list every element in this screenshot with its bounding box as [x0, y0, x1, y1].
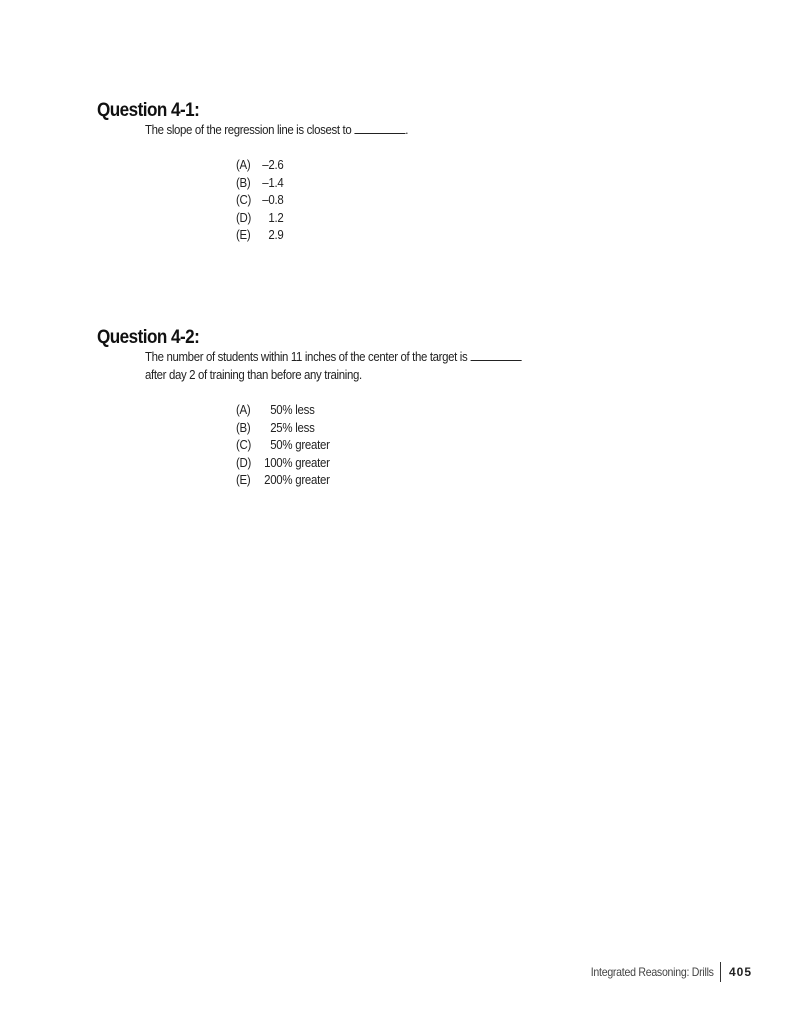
page-number: 405 [728, 965, 752, 979]
option-b: (B) –1.4 [236, 174, 284, 190]
question-4-1-heading: Question 4-1: [97, 100, 200, 121]
prompt-text-end: . [405, 122, 409, 137]
option-d: (D) 1.2 [236, 209, 284, 225]
question-4-1-options [236, 156, 284, 244]
question-4-2-options [236, 401, 330, 489]
answer-blank [354, 122, 405, 134]
prompt-text: The slope of the regression line is closest to [145, 122, 355, 137]
page-footer [574, 962, 752, 982]
question-4-2-prompt [145, 348, 521, 384]
footer-divider [720, 962, 721, 982]
option-a: (A) –2.6 [236, 157, 284, 172]
question-4-2-heading: Question 4-2: [97, 327, 200, 348]
option-e: (E) 200% greater [236, 472, 330, 488]
option-e: (E) 2.9 [236, 227, 284, 243]
section-title: Integrated Reasoning: Drills [591, 965, 714, 979]
option-c: (C) –0.8 [236, 192, 284, 208]
answer-blank [470, 349, 521, 361]
prompt-text: The number of students within 11 inches of the center of the target is [145, 349, 471, 364]
option-a: (A) 50% less [236, 402, 315, 417]
prompt-text-line2: after day 2 of training than before any training. [145, 367, 362, 382]
option-d: (D) 100% greater [236, 454, 330, 470]
question-4-1-prompt [145, 121, 408, 139]
option-c: (C) 50% greater [236, 437, 330, 453]
option-b: (B) 25% less [236, 419, 315, 435]
